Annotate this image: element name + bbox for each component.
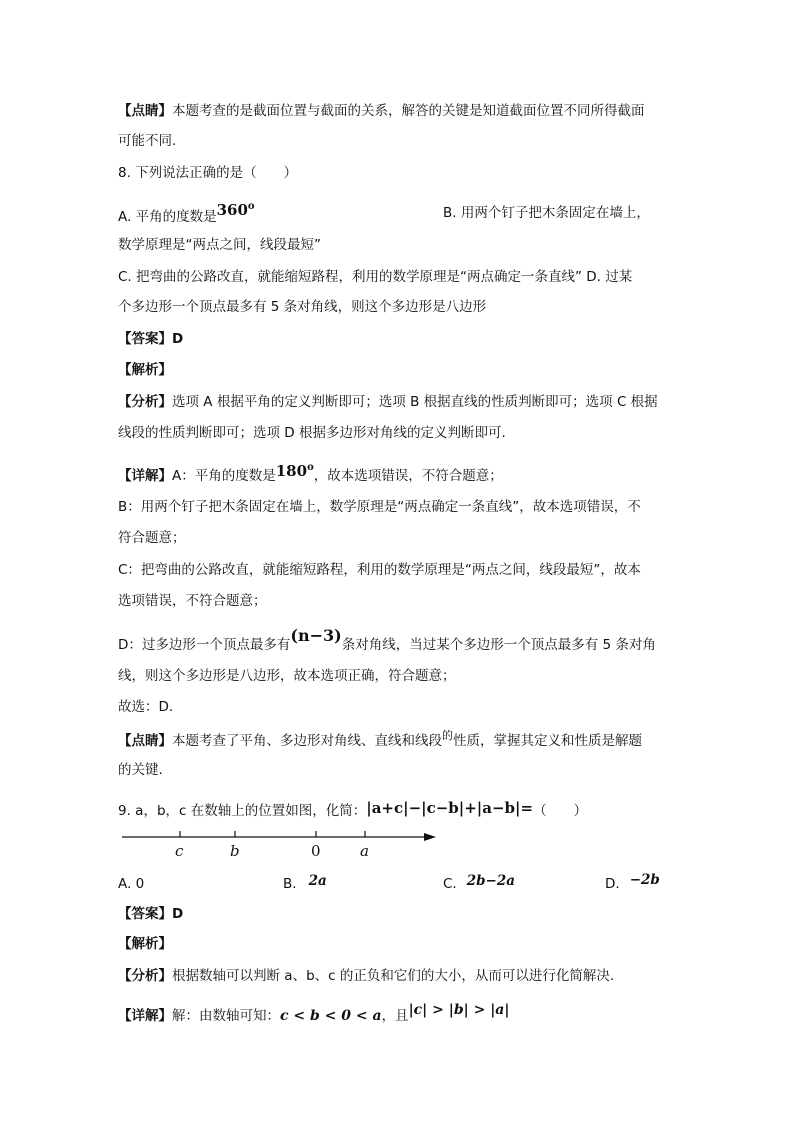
q8-xiangjie-tag: 【详解】 bbox=[118, 468, 172, 484]
q9-xj-math-order: c < b < 0 < a bbox=[280, 1008, 382, 1024]
q9-stem-math: |a+c|−|c−b|+|a−b|= bbox=[366, 799, 534, 817]
q9-option-b: B. 2a bbox=[283, 873, 327, 892]
q8-xiangjie-a: 【详解】A：平角的度数是180$^o$，故本选项错误，不符合题意； bbox=[118, 462, 503, 484]
q9-stem: 9. a，b，c 在数轴上的位置如图，化简：|a+c|−|c−b|+|a−b|=（ ） bbox=[118, 799, 588, 819]
number-line-arrow bbox=[424, 833, 436, 841]
q9-option-d-math: −2b bbox=[629, 872, 660, 888]
q8-option-a-label: A. 平角的度数是 bbox=[118, 209, 217, 225]
q8-fenxi-tag: 【分析】 bbox=[118, 394, 172, 410]
q9-option-c-math: 2b−2a bbox=[466, 873, 516, 889]
q8-xiangjie-b: B：用两个钉子把木条固定在墙上，数学原理是“两点确定一条直线”，故本选项错误，不 bbox=[118, 499, 641, 515]
q8-option-d: 个多边形一个顶点最多有 5 条对角线，则这个多边形是八边形 bbox=[118, 299, 487, 315]
q9-fenxi: 【分析】根据数轴可以判断 a、b、c 的正负和它们的大小，从而可以进行化简解决. bbox=[118, 968, 615, 984]
q8-dianjing: 【点睛】本题考查了平角、多边形对角线、直线和线段$^的$性质，掌握其定义和性质是解题 bbox=[118, 729, 642, 749]
q8-xiangjie-b-cont: 符合题意； bbox=[118, 530, 186, 546]
q9-xiangjie-tag: 【详解】 bbox=[118, 1008, 172, 1024]
tick-label-a: a bbox=[360, 842, 369, 860]
number-line bbox=[118, 822, 448, 862]
q8-option-a bbox=[118, 203, 255, 227]
dianjing-text: 本题考查的是截面位置与截面的关系，解答的关键是知道截面位置不同所得截面 bbox=[172, 103, 645, 119]
q9-xj-math-abs: |c| > |b| > |a| bbox=[408, 1002, 510, 1018]
dianjing-paragraph bbox=[118, 101, 645, 121]
q8-option-c: C. 把弯曲的公路改直，就能缩短路程，利用的数学原理是“两点确定一条直线” D. 过某 bbox=[118, 269, 633, 285]
q8-option-a-math: 360$^o$ bbox=[216, 201, 255, 219]
q8-xiangjie-c: C：把弯曲的公路改直，就能缩短路程，利用的数学原理是“两点之间，线段最短”，故本 bbox=[118, 562, 641, 578]
q8-xiangjie-d: D：过多边形一个顶点最多有(n−3)条对角线，当过某个多边形一个顶点最多有 5 条对角 bbox=[118, 626, 656, 653]
q8-answer: 【答案】D bbox=[118, 331, 184, 347]
tick-label-c: c bbox=[175, 842, 184, 860]
dianjing-tag: 【点睛】 bbox=[118, 103, 172, 119]
q8-xiangjie-d-cont: 线，则这个多边形是八边形，故本选项正确，符合题意； bbox=[118, 668, 456, 684]
q8-xj-a-math: 180$^o$ bbox=[275, 462, 314, 480]
q8-stem: 8. 下列说法正确的是（ ） bbox=[118, 165, 298, 181]
q8-analysis-title: 【解析】 bbox=[118, 362, 172, 378]
tick-label-0: 0 bbox=[311, 842, 321, 860]
q9-answer: 【答案】D bbox=[118, 906, 184, 922]
q8-xiangjie-c-cont: 选项错误，不符合题意； bbox=[118, 593, 267, 609]
q9-option-c: C. 2b−2a bbox=[443, 873, 516, 892]
dianjing-text-cont: 可能不同. bbox=[118, 133, 177, 149]
q8-choose: 故选：D. bbox=[118, 699, 174, 715]
q8-fenxi-cont: 线段的性质判断即可；选项 D 根据多边形对角线的定义判断即可. bbox=[118, 425, 506, 441]
q9-fenxi-tag: 【分析】 bbox=[118, 968, 172, 984]
q9-option-a: A. 0 bbox=[118, 876, 145, 892]
q9-analysis-title: 【解析】 bbox=[118, 936, 172, 952]
tick-label-b: b bbox=[230, 842, 240, 860]
q9-option-d: D. −2b bbox=[605, 872, 660, 892]
q9-xiangjie: 【详解】解：由数轴可知：c < b < 0 < a，且|c| > |b| > |a| bbox=[118, 1002, 510, 1024]
q8-fenxi bbox=[118, 392, 658, 412]
q8-fenxi-text: 选项 A 根据平角的定义判断即可；选项 B 根据直线的性质判断即可；选项 C 根据 bbox=[172, 394, 658, 410]
q9-option-b-math: 2a bbox=[308, 873, 327, 889]
q8-option-b-cont: 数学原理是“两点之间，线段最短” bbox=[118, 237, 321, 253]
q8-xj-d-math: (n−3) bbox=[290, 626, 342, 645]
q8-dianjing-cont: 的关键. bbox=[118, 762, 163, 778]
q8-dianjing-tag: 【点睛】 bbox=[118, 733, 172, 749]
q8-option-b: B. 用两个钉子把木条固定在墙上， bbox=[443, 205, 650, 221]
